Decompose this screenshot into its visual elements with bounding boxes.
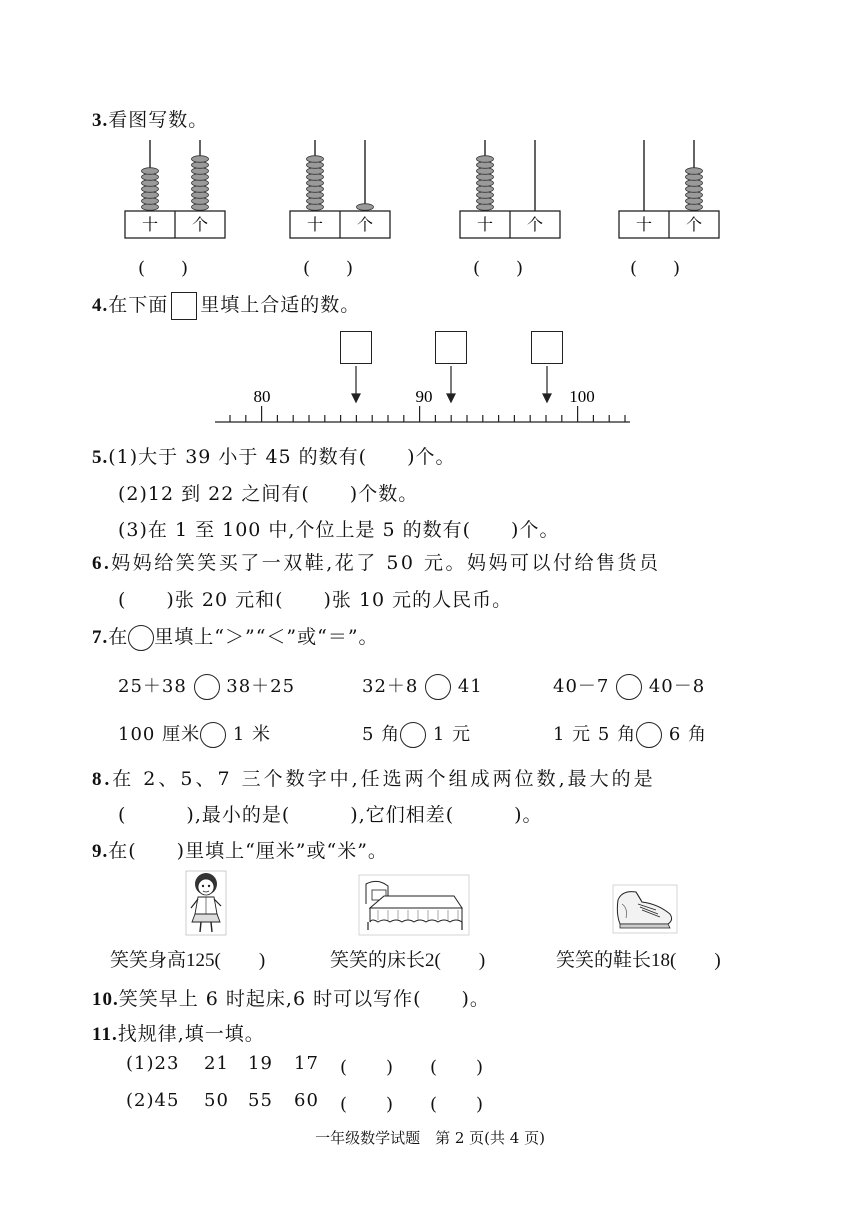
sequence-value: (1)23 [126, 1053, 180, 1074]
tick-label-100: 100 [569, 387, 595, 406]
question-10 [92, 984, 490, 1011]
caption-bed: 笑笑的床长2( ) [330, 950, 486, 971]
compare-item-3 [553, 672, 705, 700]
left-expr: 100 厘米 [118, 724, 201, 745]
compare-circle[interactable] [194, 674, 220, 700]
sequence-value: 21 [204, 1053, 229, 1074]
right-expr: 1 元 [432, 724, 472, 745]
question-number: 4. [92, 295, 109, 316]
shoe-illustration [612, 884, 678, 934]
right-expr: 41 [457, 676, 483, 697]
compare-item-4 [118, 720, 271, 748]
question-number: 10. [92, 989, 119, 1010]
question-text: 里填上合适的数。 [200, 294, 361, 316]
abacus-4 [619, 140, 719, 238]
answer-box-1[interactable] [340, 331, 372, 364]
arrows [352, 366, 551, 402]
compare-circle[interactable] [200, 722, 226, 748]
right-expr: 6 角 [668, 724, 707, 745]
place-label-ones: 个 [191, 217, 209, 234]
question-5-part-2: (2)12 到 22 之间有( )个数。 [118, 483, 419, 505]
question-number: 9. [92, 841, 109, 862]
question-number: 6. [92, 553, 112, 574]
right-expr: 38＋25 [226, 676, 296, 697]
sequence-value: 55 [248, 1090, 273, 1111]
square-symbol [171, 292, 197, 320]
question-number: 5. [92, 447, 109, 468]
number-line [210, 362, 640, 432]
sequence-value: 50 [204, 1090, 229, 1111]
abacus-bead [192, 156, 209, 163]
question-6-line-2: ( )张 20 元和( )张 10 元的人民币。 [118, 589, 513, 611]
question-text: 看图写数。 [108, 109, 209, 131]
left-expr: 40－7 [553, 676, 610, 697]
question-text: 在( )里填上“厘米”或“米”。 [108, 840, 388, 862]
compare-item-1 [118, 672, 295, 700]
bed-illustration [358, 874, 470, 936]
left-expr: 1 元 5 角 [553, 724, 637, 745]
place-label-ones: 个 [356, 217, 374, 234]
sequence-blank[interactable]: ( ) [340, 1057, 395, 1078]
question-8-line-2: ( ),最小的是( ),它们相差( )。 [118, 804, 543, 826]
tick-label-80: 80 [253, 387, 271, 406]
place-label-ones: 个 [526, 217, 544, 234]
left-expr: 5 角 [362, 724, 401, 745]
abacus-bead [477, 156, 494, 163]
tick-label-90: 90 [415, 387, 433, 406]
question-text: 里填上“＞”“＜”或“＝”。 [154, 626, 379, 648]
answer-box-3[interactable] [531, 331, 563, 364]
page-footer: 一年级数学试题 第 2 页(共 4 页) [315, 1129, 545, 1147]
sequence-value: 60 [294, 1090, 319, 1111]
question-text: 找规律,填一填。 [117, 1023, 265, 1045]
question-6 [92, 548, 661, 575]
abacus-bead [142, 168, 159, 175]
girl-illustration [183, 870, 229, 936]
abacus-bead [686, 168, 703, 175]
compare-circle[interactable] [400, 722, 426, 748]
question-4 [92, 290, 360, 320]
abacus-3 [460, 140, 560, 238]
question-5 [92, 442, 456, 469]
place-label-ones: 个 [685, 217, 703, 234]
answer-blank-4[interactable]: ( ) [630, 258, 681, 279]
answer-box-2[interactable] [435, 331, 467, 364]
question-text: 笑笑早上 6 时起床,6 时可以写作( )。 [118, 988, 490, 1010]
sequence-row-1 [126, 1053, 485, 1078]
sequence-value: 17 [294, 1053, 319, 1074]
place-label-tens: 十 [141, 217, 159, 234]
compare-circle[interactable] [425, 674, 451, 700]
question-8 [92, 764, 656, 791]
right-expr: 1 米 [232, 724, 271, 745]
left-expr: 25＋38 [118, 676, 187, 697]
place-label-tens: 十 [476, 217, 494, 234]
question-7 [92, 622, 379, 651]
compare-item-2 [362, 672, 483, 700]
question-9 [92, 836, 388, 863]
answer-blank-1[interactable]: ( ) [138, 258, 189, 279]
question-text: 在 [108, 626, 129, 648]
left-expr: 32＋8 [362, 676, 419, 697]
compare-item-6 [553, 720, 707, 748]
question-number: 11. [92, 1024, 118, 1045]
compare-circle[interactable] [616, 674, 642, 700]
question-3 [92, 105, 208, 132]
abacus-bead [307, 156, 324, 163]
caption-height: 笑笑身高125( ) [110, 950, 266, 971]
question-number: 8. [92, 769, 113, 790]
circle-symbol [128, 625, 154, 651]
sequence-blank[interactable]: ( ) [430, 1057, 485, 1078]
sequence-row-2 [126, 1090, 485, 1115]
place-label-tens: 十 [635, 217, 653, 234]
question-11 [92, 1019, 265, 1046]
abacus-1 [125, 140, 225, 238]
abacus-2 [290, 140, 390, 238]
compare-circle[interactable] [636, 722, 662, 748]
place-label-tens: 十 [306, 217, 324, 234]
question-text: 在下面 [108, 294, 169, 316]
question-number: 3. [92, 110, 109, 131]
answer-blank-2[interactable]: ( ) [303, 258, 354, 279]
sequence-blank[interactable]: ( ) [430, 1094, 485, 1115]
sequence-value: 19 [248, 1053, 273, 1074]
question-text: 在 2、5、7 三个数字中,任选两个组成两位数,最大的是 [112, 768, 656, 790]
sequence-blank[interactable]: ( ) [340, 1094, 395, 1115]
abacus-bead [357, 204, 374, 211]
answer-blank-3[interactable]: ( ) [473, 258, 524, 279]
compare-item-5 [362, 720, 471, 748]
question-5-part-3: (3)在 1 至 100 中,个位上是 5 的数有( )个。 [118, 519, 560, 541]
right-expr: 40－8 [648, 676, 706, 697]
abacus-figures [100, 135, 760, 247]
caption-shoe: 笑笑的鞋长18( ) [556, 950, 721, 971]
question-text: (1)大于 39 小于 45 的数有( )个。 [108, 446, 456, 468]
question-text: 妈妈给笑笑买了一双鞋,花了 50 元。妈妈可以付给售货员 [111, 552, 661, 574]
sequence-value: (2)45 [126, 1090, 180, 1111]
question-number: 7. [92, 627, 109, 648]
